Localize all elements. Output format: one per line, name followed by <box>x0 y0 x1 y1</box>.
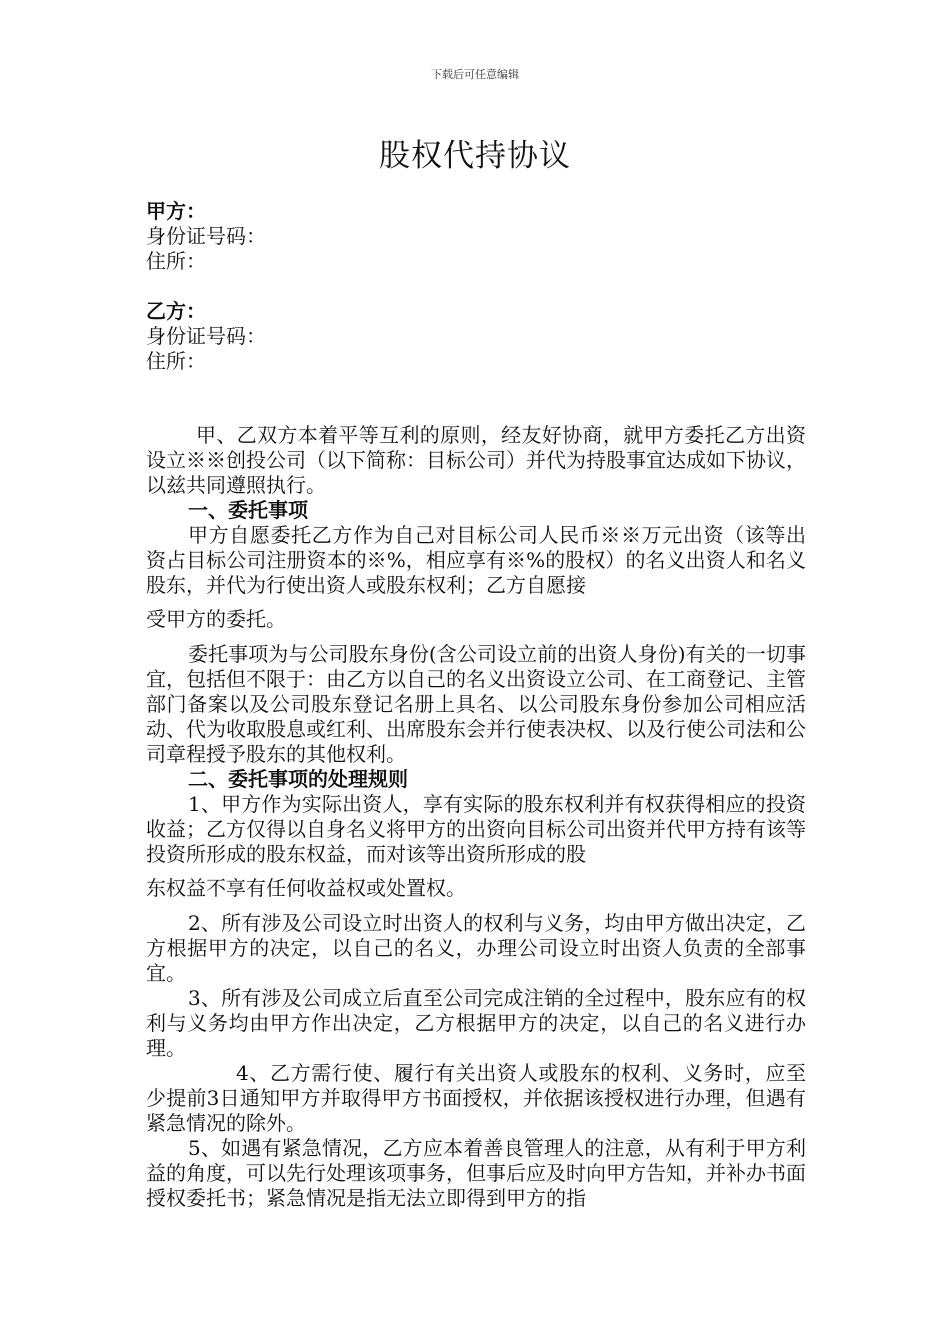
section2-heading: 二、委托事项的处理规则 <box>188 767 408 791</box>
section2-item1-tail: 东权益不享有任何收益权或处置权。 <box>146 876 466 900</box>
party-a-block <box>146 199 826 274</box>
section1-paragraph1: 甲方自愿委托乙方作为自己对目标公司人民币※※万元出资（该等出资占目标公司注册资本的※%，相应享有※%的股权）的名义出资人和名义股东，并代为行使出资人或股东权利；乙方自愿接 <box>146 523 806 597</box>
agreement-body <box>146 423 806 1211</box>
preamble-paragraph: 甲、乙双方本着平等互利的原则，经友好协商，就甲方委托乙方出资设立※※创投公司（以下简称：目标公司）并代为持股事宜达成如下协议，以兹共同遵照执行。 <box>146 423 806 497</box>
document-title: 股权代持协议 <box>379 138 571 174</box>
section1-paragraph1-tail: 受甲方的委托。 <box>146 607 286 631</box>
section2-item3: 3、所有涉及公司成立后直至公司完成注销的全过程中，股东应有的权利与义务均由甲方作出决定，乙方根据甲方的决定，以自己的名义进行办理。 <box>146 986 806 1060</box>
party-b-address-label: 住所： <box>146 349 206 373</box>
party-a-address-label: 住所： <box>146 249 206 273</box>
section2-item5: 5、如遇有紧急情况，乙方应本着善良管理人的注意，从有利于甲方利益的角度，可以先行处理该项事务，但事后应及时向甲方告知，并补办书面授权委托书；紧急情况是指无法立即得到甲方的指 <box>146 1136 806 1210</box>
party-a-label: 甲方： <box>146 199 206 223</box>
section2-item4: 4、乙方需行使、履行有关出资人或股东的权利、义务时，应至少提前3日通知甲方并取得甲方书面授权，并依据该授权进行办理，但遇有紧急情况的除外。 <box>146 1061 806 1135</box>
section1-heading: 一、委托事项 <box>188 498 308 522</box>
section2-item1: 1、甲方作为实际出资人，享有实际的股东权利并有权获得相应的投资收益；乙方仅得以自身名义将甲方的出资向目标公司出资并代甲方持有该等投资所形成的股东权益，而对该等出资所形成的股 <box>146 792 806 866</box>
party-a-id-label: 身份证号码： <box>146 224 266 248</box>
party-b-block <box>146 299 826 374</box>
section2-item2: 2、所有涉及公司设立时出资人的权利与义务，均由甲方做出决定，乙方根据甲方的决定，以自己的名义，办理公司设立时出资人负责的全部事宜。 <box>146 911 806 985</box>
section1-paragraph2: 委托事项为与公司股东身份(含公司设立前的出资人身份)有关的一切事宜，包括但不限于：由乙方以自己的名义出资设立公司、在工商登记、主管部门备案以及公司股东登记名册上具名、以公司股东身份参加公司相应活动、代为收取股息或红利、出席股东会并行使表决权、以及行使公司法和公司章程授予股东的其他权利。 <box>146 642 806 766</box>
header-note: 下载后可任意编辑 <box>431 68 519 81</box>
party-b-id-label: 身份证号码： <box>146 324 266 348</box>
party-b-label: 乙方： <box>146 299 206 323</box>
